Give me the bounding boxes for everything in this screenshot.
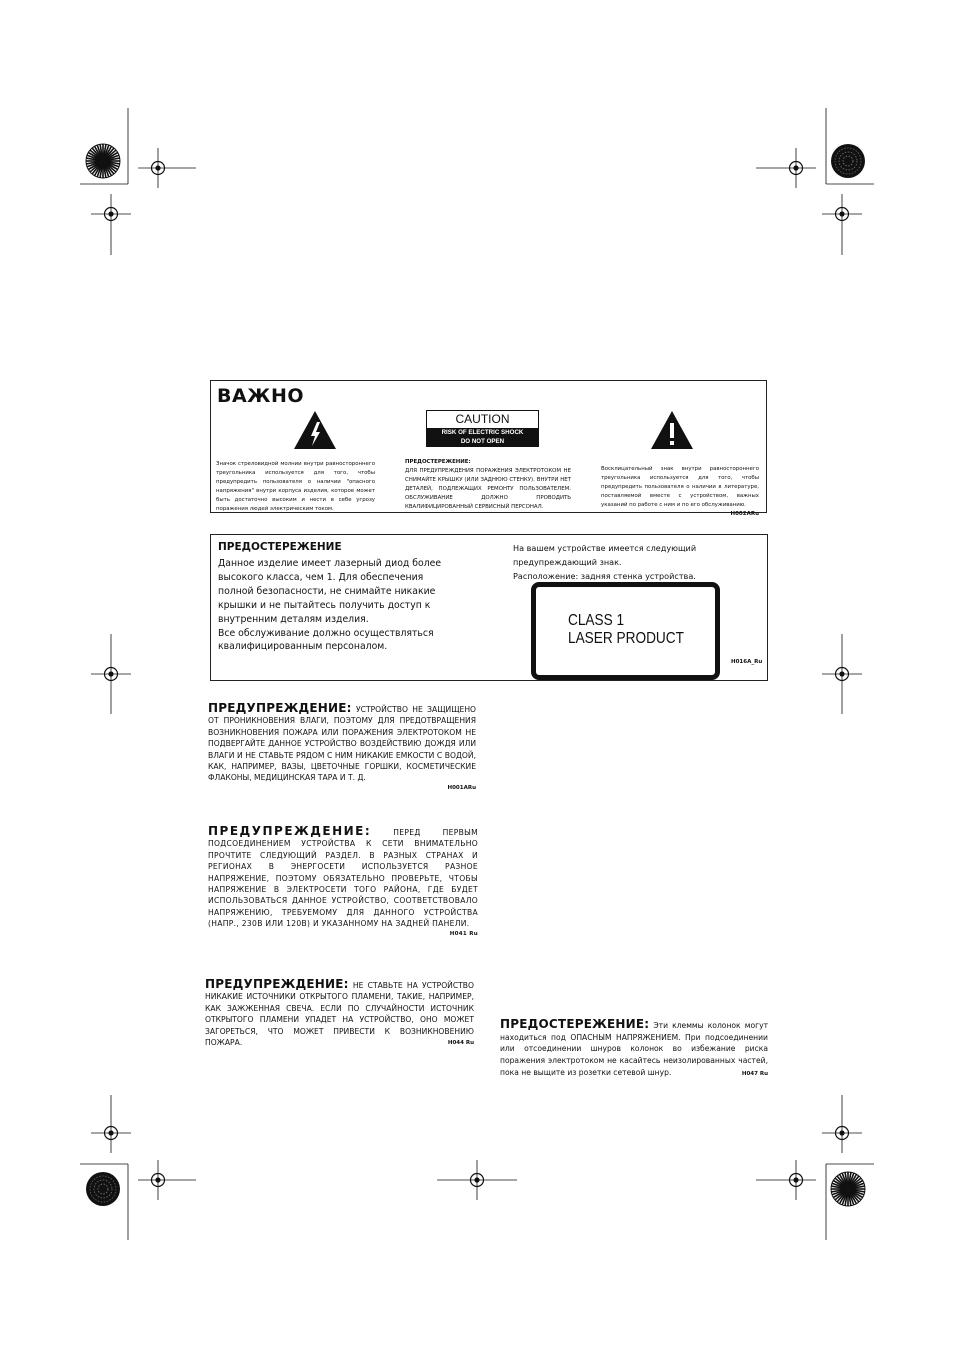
voltage-warning-heading: ПРЕДУПРЕЖДЕНИЕ: (208, 824, 372, 838)
laser-label-line-1: CLASS 1 (568, 612, 625, 629)
speaker-caution-text: Эти клеммы колонок могут находиться под ОПАСНЫМ НАПРЯЖЕНИЕМ. При подсоединении или отсоединении шнуров колонок во избежание риска поражения электротоком не касайтесь неизолированных частей, пока не выщите из розетки сетевой шнур. (500, 1021, 768, 1077)
speaker-terminal-caution (500, 1019, 768, 1079)
laser-text-paragraph-2: Все обслуживание должно осуществляться квалифицированным персоналом. (218, 627, 434, 653)
flame-warning (205, 979, 474, 1048)
laser-caution-box (210, 534, 768, 681)
speaker-caution-heading: ПРЕДОСТЕРЕЖЕНИЕ: (500, 1017, 650, 1031)
lightning-symbol-description: Значок стреловидной молнии внутри равностороннего треугольника используется для того, чтобы предупредить пользователя о наличии "опасного напряжения" внутри корпуса изделия, которое может быть достаточно высоким и нести в себе угрозу поражения людей электрическим током. (216, 461, 375, 512)
moisture-warning (208, 703, 476, 793)
caution-risk-text: RISK OF ELECTRIC SHOCK (441, 429, 524, 436)
exclamation-symbol-description (601, 465, 759, 518)
laser-label-info-1: На вашем устройстве имеется следующий предупреждающий знак. (513, 543, 697, 567)
laser-label-info-2: Расположение: задняя стенка устройства. (513, 571, 696, 581)
laser-label-line-2: LASER PRODUCT (568, 630, 684, 647)
exclamation-warning-icon (650, 410, 694, 450)
voltage-warning-text: ПЕРЕД ПЕРВЫМ ПОДСОЕДИНЕНИЕМ УСТРОЙСТВА К СЕТИ ВНИМАТЕЛЬНО ПРОЧТИТЕ СЛЕДУЮЩИЙ РАЗДЕЛ. В РАЗНЫХ СТРАНАХ И РЕГИОНАХ В ЭНЕРГОСЕТИ ИСПОЛЬЗУЕТСЯ РАЗНОЕ НАПРЯЖЕНИЕ, ПОЭТОМУ ОБЯЗАТЕЛЬНО ПРОВЕРЬТЕ, ЧТОБЫ НАПРЯЖЕНИЕ В ЭЛЕКТРОСЕТИ ТОГО РАЙОНА, ГДЕ БУДЕТ ИСПОЛЬЗОВАТЬСЯ ДАННОЕ УСТРОЙСТВО, СООТВЕТСТВОВАЛО НАПРЯЖЕНИЮ, ТРЕБУЕМОМУ ДЛЯ ДАННОГО УСТРОЙСТВА (НАПР., 230В ИЛИ 120В) И УКАЗАННОМУ НА ЗАДНЕЙ ПАНЕЛИ. (208, 828, 478, 929)
moisture-warning-heading: ПРЕДУПРЕЖДЕНИЕ: (208, 701, 352, 715)
moisture-warning-text: УСТРОЙСТВО НЕ ЗАЩИЩЕНО ОТ ПРОНИКНОВЕНИЯ ВЛАГИ, ПОЭТОМУ ДЛЯ ПРЕДОТВРАЩЕНИЯ ВОЗНИКНОВЕНИЯ ПОЖАРА ИЛИ ПОРАЖЕНИЯ ЭЛЕКТРОТОКОМ НЕ ПОДВЕРГАЙТЕ ДАННОЕ УСТРОЙСТВО ВОЗДЕЙСТВИЮ ДОЖДЯ ИЛИ ВЛАГИ И НЕ СТАВЬТЕ РЯДОМ С НИМ НИКАКИЕ ЕМКОСТИ С ВОДОЙ, КАК, НАПРИМЕР, ВАЗЫ, ЦВЕТОЧНЫЕ ГОРШКИ, КОСМЕТИЧЕСКИЕ ФЛАКОНЫ, МЕДИЦИНСКАЯ ТАРА И Т. Д. (208, 705, 477, 783)
speaker-caution-code: H047 Ru (741, 1070, 768, 1077)
caution-do-not-open-text: DO NOT OPEN (460, 437, 505, 445)
flame-warning-heading: ПРЕДУПРЕЖДЕНИЕ: (205, 977, 349, 991)
lightning-warning-icon (293, 410, 337, 450)
laser-caution-text (218, 557, 458, 654)
flame-warning-code: H044 Ru (447, 1040, 474, 1047)
laser-text-paragraph-1: Данное изделие имеет лазерный диод более высокого класса, чем 1. Для обеспечения полной безопасности, не снимайте никакие крышки и не пытайтесь получить доступ к внутренним деталям изделия. (218, 558, 442, 625)
doc-code: H002ARu (730, 510, 759, 517)
voltage-warning-code: H041 Ru (449, 930, 478, 937)
important-title: ВАЖНО (217, 385, 304, 407)
caution-description-text: ДЛЯ ПРЕДУПРЕЖДЕНИЯ ПОРАЖЕНИЯ ЭЛЕКТРОТОКОМ НЕ СНИМАЙТЕ КРЫШКУ (ИЛИ ЗАДНЮЮ СТЕНКУ). ВНУТРИ НЕТ ДЕТАЛЕЙ, ПОДЛЕЖАЩИХ РЕМОНТУ ПОЛЬЗОВАТЕЛЕМ. ОБСЛУЖИВАНИЕ ДОЛЖНО ПРОВОДИТЬ КВАЛИФИЦИРОВАННЫЙ СЕРВИСНЫЙ ПЕРСОНАЛ. (405, 467, 571, 510)
caution-plate-subtitle (426, 428, 539, 447)
moisture-warning-code: H001ARu (447, 784, 476, 791)
caution-description-heading: ПРЕДОСТЕРЕЖЕНИЕ: (405, 459, 471, 465)
exclamation-description-text: Восклицательный знак внутри равностороннего треугольника используется для того, чтобы предупредить пользователя о наличии в литературе, поставляемой вместе с устройством, важных указаний по работе с ним и по его обслуживанию. (601, 466, 759, 508)
class1-laser-label (531, 582, 720, 680)
caution-plate-title: CAUTION (426, 410, 539, 429)
caution-plate (426, 410, 539, 448)
laser-doc-code: H016A_Ru (731, 659, 763, 665)
laser-label-info (513, 541, 759, 583)
laser-caution-heading: ПРЕДОСТЕРЕЖЕНИЕ (218, 541, 342, 553)
caution-description (405, 458, 571, 511)
flame-warning-text: НЕ СТАВЬТЕ НА УСТРОЙСТВО НИКАКИЕ ИСТОЧНИКИ ОТКРЫТОГО ПЛАМЕНИ, ТАКИЕ, НАПРИМЕР, КАК ЗАЖЖЕННАЯ СВЕЧА. ЕСЛИ ПО СЛУЧАЙНОСТИ ИСТОЧНИК ОТКРЫТОГО ПЛАМЕНИ УПАДЕТ НА УСТРОЙСТВО, ОНО МОЖЕТ ЗАГОРЕТЬСЯ, ЧТО МОЖЕТ ПРИВЕСТИ К ВОЗНИКНОВЕНИЮ ПОЖАРА. (205, 981, 474, 1048)
important-notice-box (210, 380, 767, 517)
laser-label-text (568, 612, 684, 648)
voltage-warning (208, 826, 478, 939)
